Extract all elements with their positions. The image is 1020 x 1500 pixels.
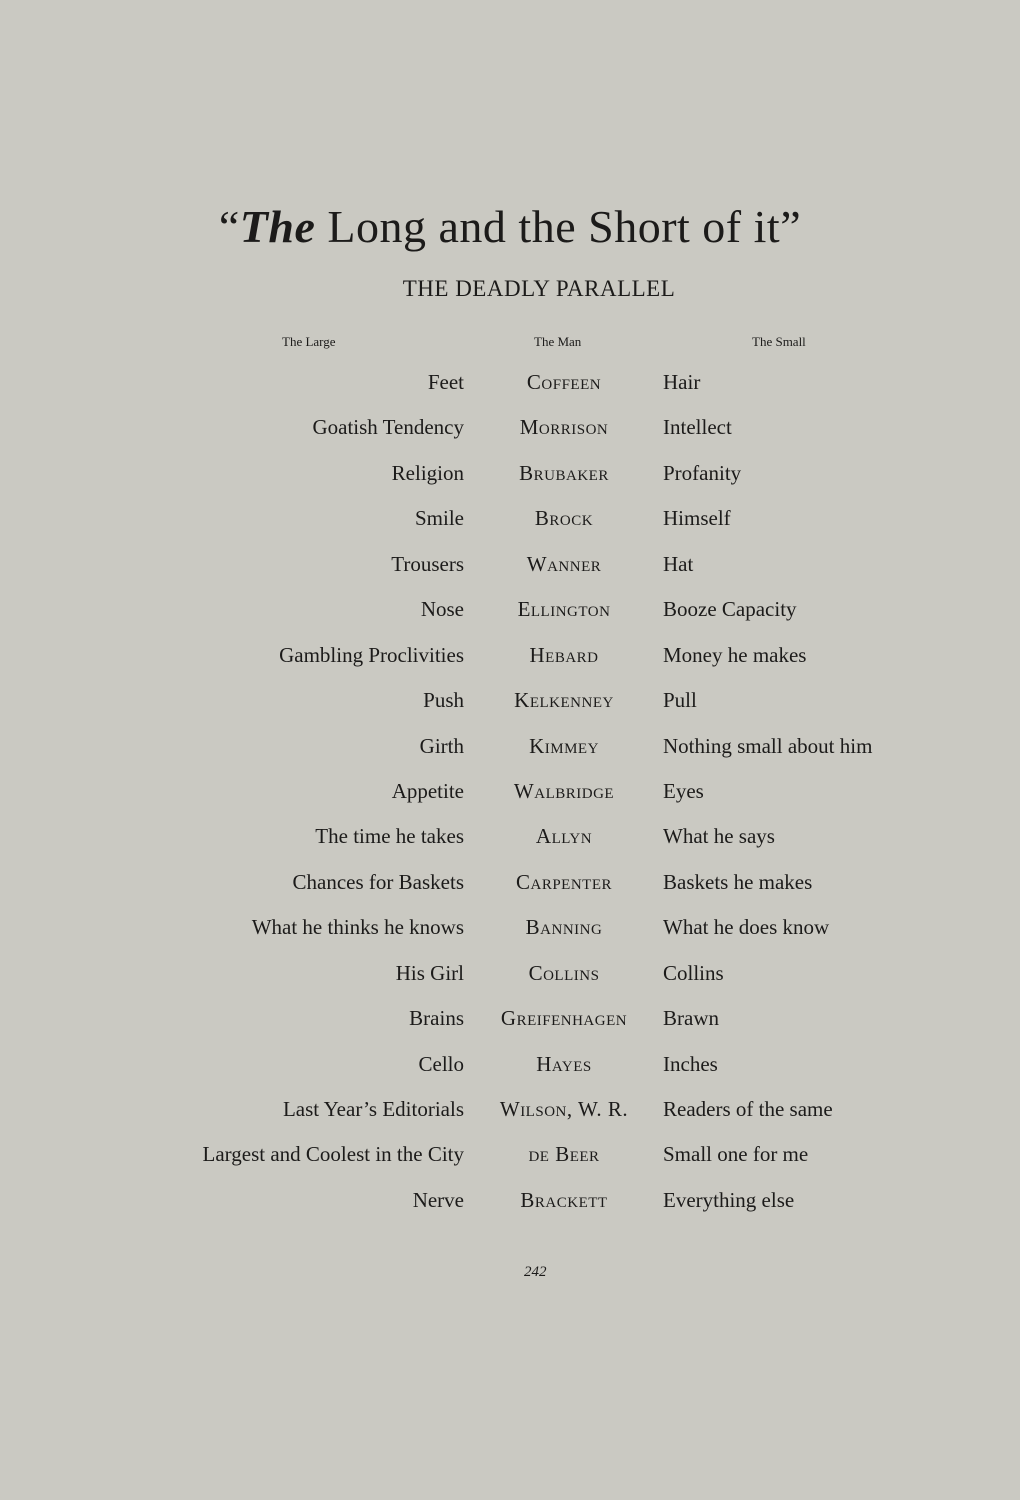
cell-man: Walbridge xyxy=(513,778,615,803)
cell-small: Inches xyxy=(663,1051,718,1076)
cell-large: Feet xyxy=(427,370,464,394)
open-quote: “ xyxy=(218,201,240,252)
cell-man: Morrison xyxy=(519,415,609,440)
cell-small: Readers of the same xyxy=(663,1097,833,1121)
cell-man: Collins xyxy=(528,960,600,985)
table-row xyxy=(0,368,1020,413)
cell-small: Money he makes xyxy=(663,642,807,667)
cell-small: Nothing small about him xyxy=(663,733,873,758)
header-small: The Small xyxy=(752,334,806,349)
cell-man: Ellington xyxy=(517,597,611,622)
cell-small: Booze Capacity xyxy=(663,597,797,622)
cell-large: Goatish Tendency xyxy=(312,415,464,440)
cell-small: Small one for me xyxy=(663,1142,809,1167)
cell-small: Himself xyxy=(663,506,731,531)
cell-small: Intellect xyxy=(663,415,732,440)
cell-large: What he thinks he knows xyxy=(251,915,464,940)
cell-man: Hebard xyxy=(529,642,599,667)
table-row xyxy=(0,1004,1020,1049)
header-man: The Man xyxy=(534,334,582,349)
cell-small: What he does know xyxy=(663,915,830,940)
table-row xyxy=(0,413,1020,458)
cell-large: Gambling Proclivities xyxy=(279,642,464,667)
cell-large: Religion xyxy=(391,460,464,485)
cell-large: Nerve xyxy=(412,1187,464,1212)
title-the: The xyxy=(239,201,316,252)
cell-man: Brubaker xyxy=(519,460,609,485)
cell-large: Smile xyxy=(414,506,464,531)
table-row xyxy=(0,595,1020,640)
cell-large: Trousers xyxy=(391,551,464,576)
table-row xyxy=(0,550,1020,595)
cell-man: Carpenter xyxy=(515,869,613,894)
cell-man: Wilson, W. R. xyxy=(499,1097,629,1121)
cell-man: Kimmey xyxy=(529,733,599,758)
cell-small: Profanity xyxy=(663,460,742,485)
cell-man: Kelkenney xyxy=(514,688,614,713)
table-row xyxy=(0,959,1020,1004)
cell-small: Hat xyxy=(663,551,694,576)
table-row xyxy=(0,686,1020,731)
cell-large: Last Year’s Editorials xyxy=(282,1097,464,1121)
cell-man: de Beer xyxy=(528,1142,600,1167)
cell-man: Wanner xyxy=(526,551,602,576)
cell-man: Brock xyxy=(534,506,594,531)
cell-man: Allyn xyxy=(535,824,593,849)
cell-small: Everything else xyxy=(663,1187,795,1212)
cell-small: Brawn xyxy=(663,1006,719,1031)
title-rest: Long and the Short of it xyxy=(315,201,781,252)
cell-man: Banning xyxy=(525,915,603,940)
cell-large: Cello xyxy=(418,1051,464,1076)
cell-man: Hayes xyxy=(536,1051,592,1076)
parallel-table xyxy=(0,368,1020,1231)
cell-man: Brackett xyxy=(520,1187,608,1212)
cell-large: Girth xyxy=(419,733,464,758)
cell-small: Baskets he makes xyxy=(663,869,813,894)
cell-large: Brains xyxy=(409,1006,464,1031)
table-row xyxy=(0,1095,1020,1140)
header-large: The Large xyxy=(282,334,336,349)
table-row xyxy=(0,1050,1020,1095)
table-row xyxy=(0,913,1020,958)
table-row xyxy=(0,1140,1020,1185)
table-row xyxy=(0,459,1020,504)
cell-large: Largest and Coolest in the City xyxy=(202,1142,464,1167)
page-title xyxy=(0,200,1020,253)
cell-small: Collins xyxy=(663,960,724,985)
cell-small: Hair xyxy=(663,370,701,394)
subtitle: THE DEADLY PARALLEL xyxy=(402,276,676,301)
cell-large: Push xyxy=(423,688,464,713)
table-row xyxy=(0,777,1020,822)
table-row xyxy=(0,641,1020,686)
table-row xyxy=(0,868,1020,913)
cell-large: His Girl xyxy=(395,960,464,985)
page-number: 242 xyxy=(524,1264,547,1280)
cell-large: Appetite xyxy=(391,778,464,803)
table-row xyxy=(0,822,1020,867)
cell-man: Coffeen xyxy=(526,370,602,394)
table-row xyxy=(0,732,1020,777)
cell-large: The time he takes xyxy=(315,824,464,849)
close-quote: ” xyxy=(780,201,802,252)
table-row xyxy=(0,504,1020,549)
cell-man: Greifenhagen xyxy=(500,1006,628,1031)
cell-small: Eyes xyxy=(663,778,704,803)
table-row xyxy=(0,1186,1020,1231)
cell-large: Chances for Baskets xyxy=(292,869,464,894)
cell-small: What he says xyxy=(663,824,775,849)
cell-large: Nose xyxy=(420,597,464,622)
cell-small: Pull xyxy=(663,688,697,713)
